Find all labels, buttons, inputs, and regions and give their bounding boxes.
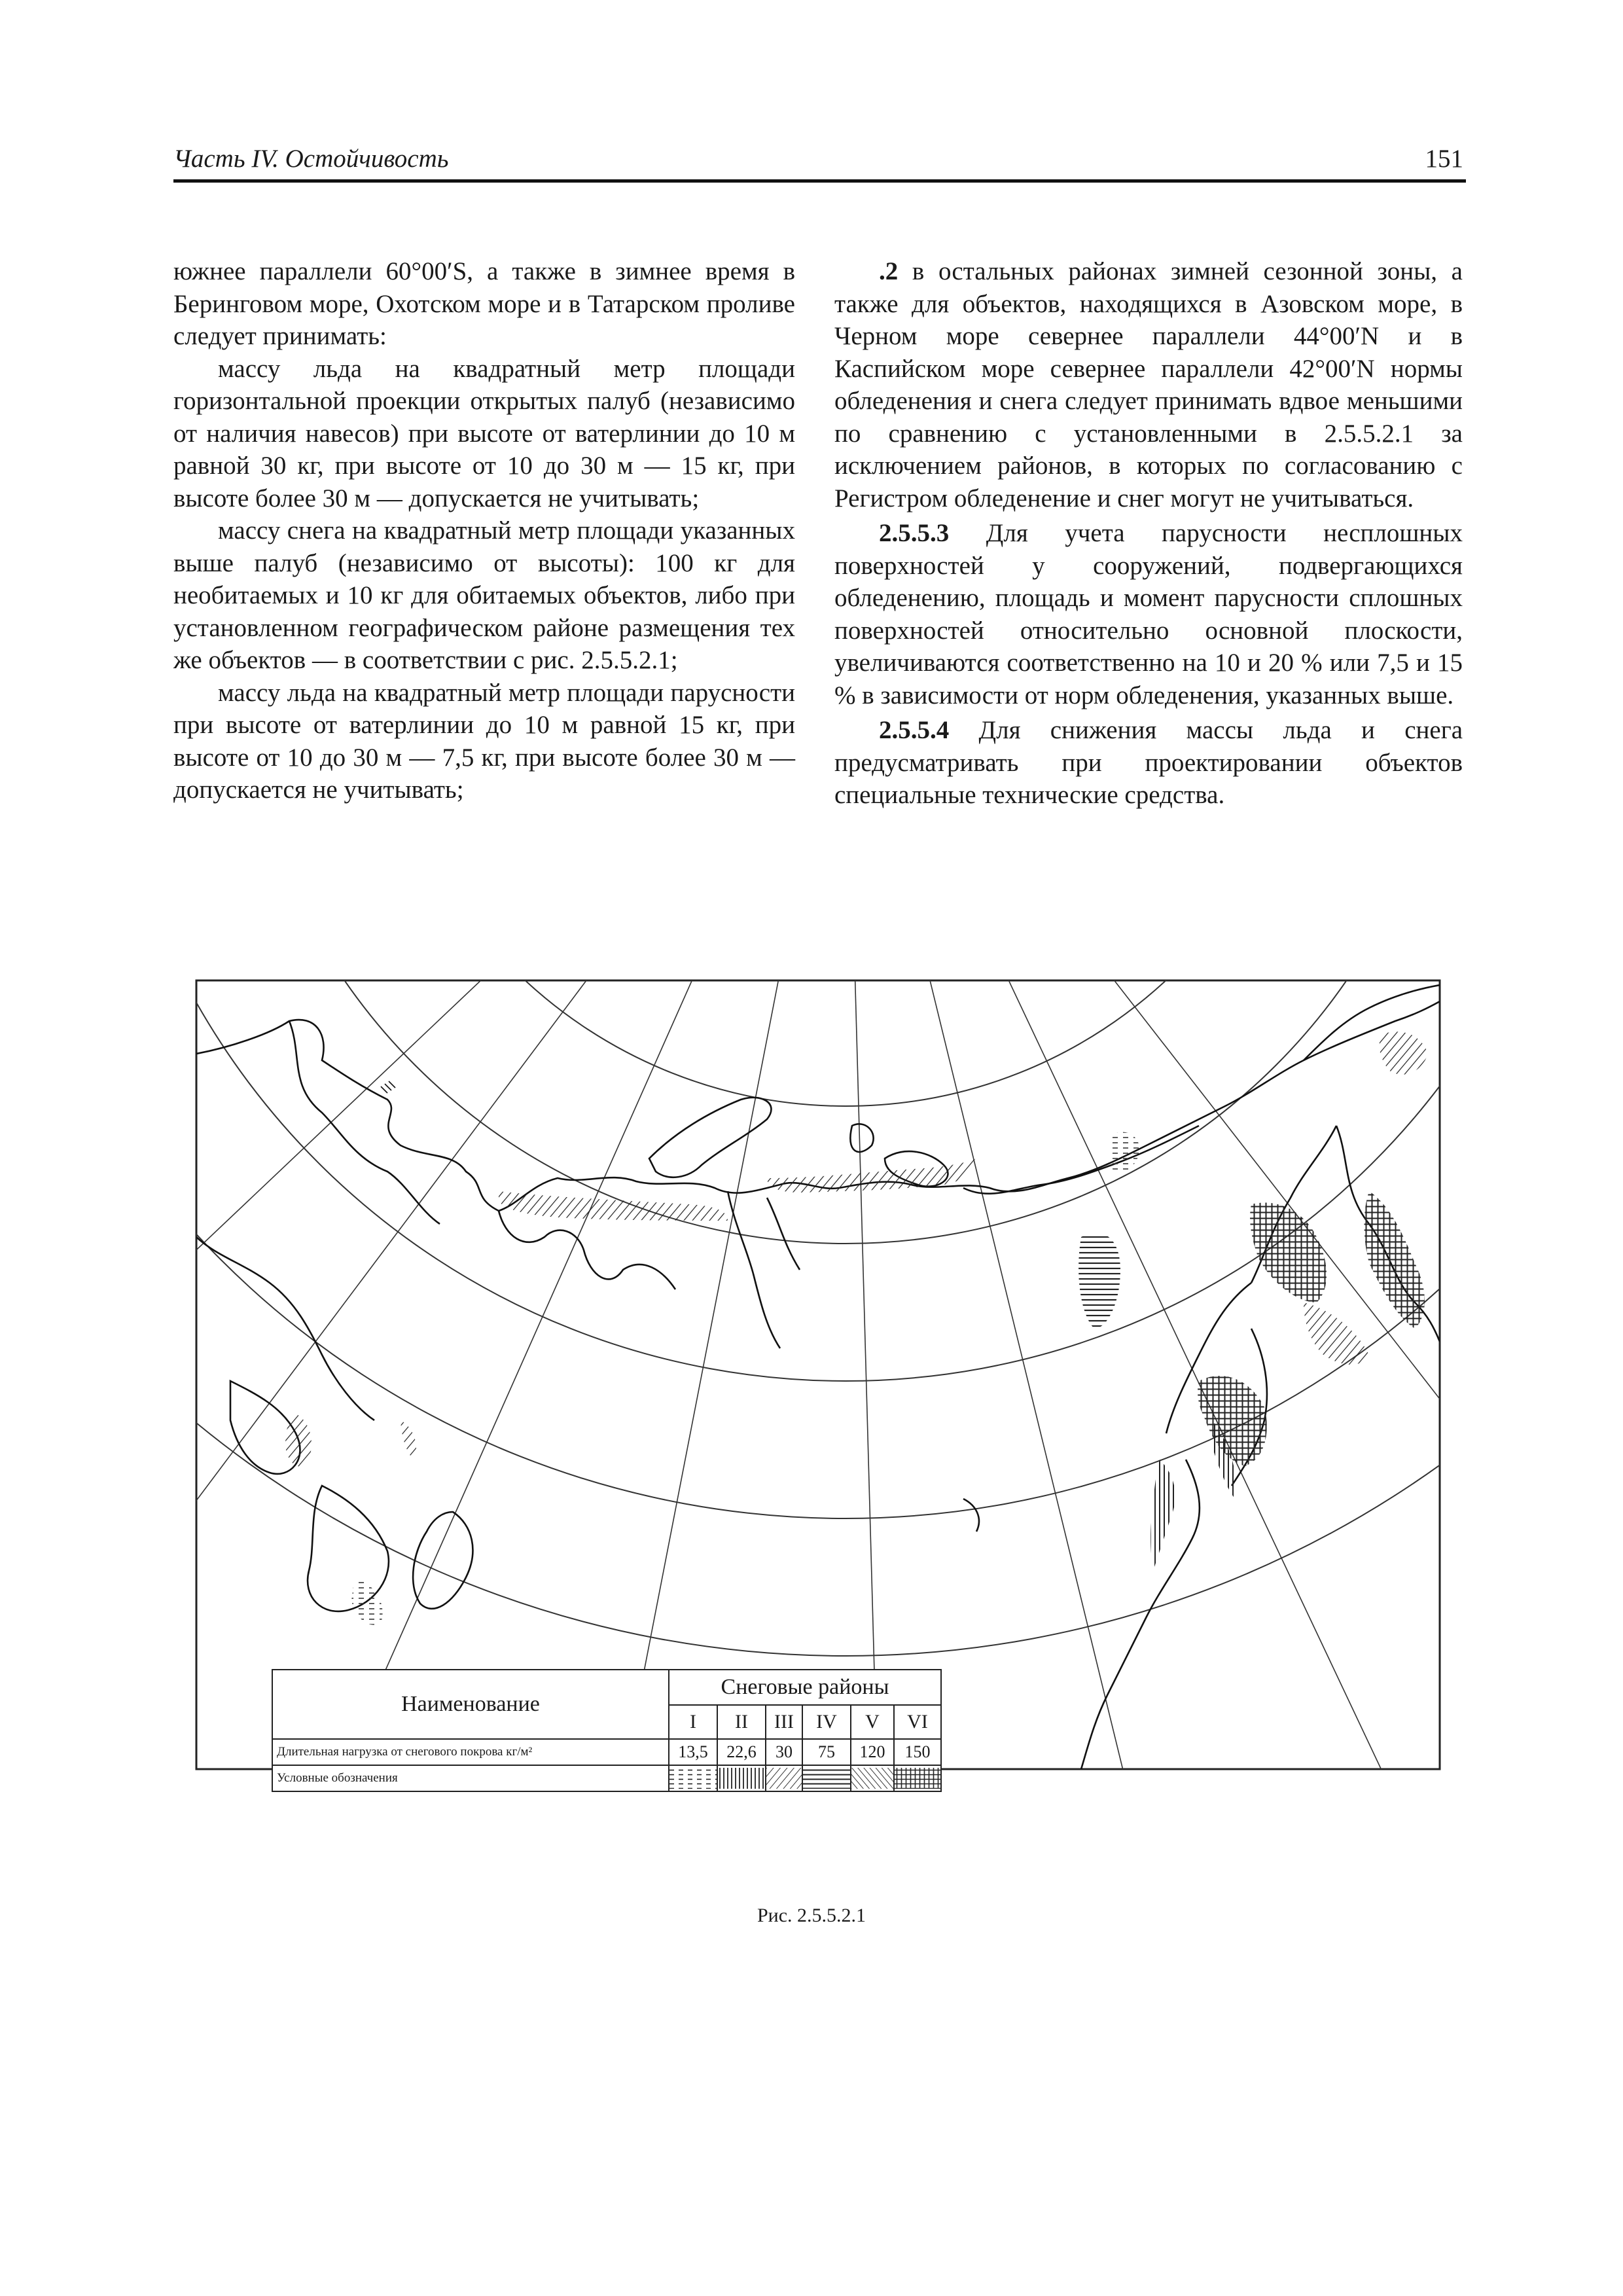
paragraph: южнее параллели 60°00′S, а также в зимнее время в Беринговом море, Охотском море и в Татарском проливе следует принимать: — [173, 257, 795, 350]
symbol-region-1 — [669, 1765, 717, 1791]
paragraph-2-5-5-4 — [834, 714, 1463, 812]
region-label: II — [717, 1705, 766, 1739]
load-value: 22,6 — [717, 1739, 766, 1765]
legend-group-header: Снеговые районы — [669, 1670, 941, 1705]
symbol-region-3 — [766, 1765, 802, 1791]
symbol-region-2 — [717, 1765, 766, 1791]
running-head-title: Часть IV. Остойчивость — [173, 145, 449, 173]
load-value: 150 — [894, 1739, 941, 1765]
right-column — [834, 255, 1463, 812]
legend-name-header: Наименование — [272, 1670, 669, 1739]
symbol-region-6 — [894, 1765, 941, 1791]
left-column — [173, 255, 795, 806]
section-number: 2.5.5.4 — [879, 716, 950, 744]
page-number: 151 — [1425, 145, 1463, 173]
load-row-label: Длительная нагрузка от снегового покрова кг/м² — [272, 1739, 669, 1765]
paragraph: массу льда на квадратный метр площади горизонтальной проекции открытых палуб (независимо от наличия навесов) при высоте от ватерлинии до 10 м равной 30 кг, при высоте от 10 до 30 м — 15 кг, при высоте более 30 м — допускается не учитывать; — [173, 354, 795, 512]
load-value: 13,5 — [669, 1739, 717, 1765]
running-head — [173, 143, 1466, 183]
section-number: 2.5.5.3 — [879, 519, 950, 547]
section-text: Для учета парусности несплошных поверхностей у сооружений, подвергающихся обледенению, площадь и момент парусности сплошных поверхностей относительно основной плоскости, увеличиваются соответственно на 10 и 20 % или 7,5 и 15 % в зависимости от норм обледенения, указанных выше. — [834, 519, 1463, 709]
figure-caption: Рис. 2.5.5.2.1 — [757, 1905, 866, 1926]
item-text: в остальных районах зимней сезонной зоны, а также для объектов, находящихся в Азовском море, в Черном море севернее параллели 44°00′N и в Каспийском море севернее параллели 42°00′N нормы обледенения и снега следует принимать вдвое меньшими по сравнению с установленными в 2.5.5.2.1 за исключением районов, в которых по согласованию с Регистром обледенение и снег могут не учитываться. — [834, 257, 1463, 512]
paragraph: массу снега на квадратный метр площади указанных выше палуб (независимо от высоты): 100 кг для необитаемых и 10 кг для обитаемых объектов, либо при установленном географическом районе размещения тех же объектов — в соответствии с рис. 2.5.5.2.1; — [173, 516, 795, 674]
region-label: I — [669, 1705, 717, 1739]
region-label: IV — [802, 1705, 851, 1739]
symbol-region-4 — [802, 1765, 851, 1791]
symbol-region-5 — [851, 1765, 894, 1791]
paragraph-item-2 — [834, 255, 1463, 514]
snow-regions-legend-table — [272, 1669, 942, 1792]
region-label: V — [851, 1705, 894, 1739]
paragraph-2-5-5-3 — [834, 517, 1463, 711]
load-value: 120 — [851, 1739, 894, 1765]
load-value: 75 — [802, 1739, 851, 1765]
region-label: III — [766, 1705, 802, 1739]
symbols-row-label: Условные обозначения — [272, 1765, 669, 1791]
paragraph: массу льда на квадратный метр площади парусности при высоте от ватерлинии до 10 м равной 15 кг, при высоте от 10 до 30 м — 7,5 кг, при высоте более 30 м — допускается не учитывать; — [173, 678, 795, 804]
map-frame — [196, 980, 1440, 1769]
item-number: .2 — [879, 257, 899, 285]
load-value: 30 — [766, 1739, 802, 1765]
region-label: VI — [894, 1705, 941, 1739]
section-text: Для снижения массы льда и снега предусматривать при проектировании объектов специальные технические средства. — [834, 716, 1463, 809]
